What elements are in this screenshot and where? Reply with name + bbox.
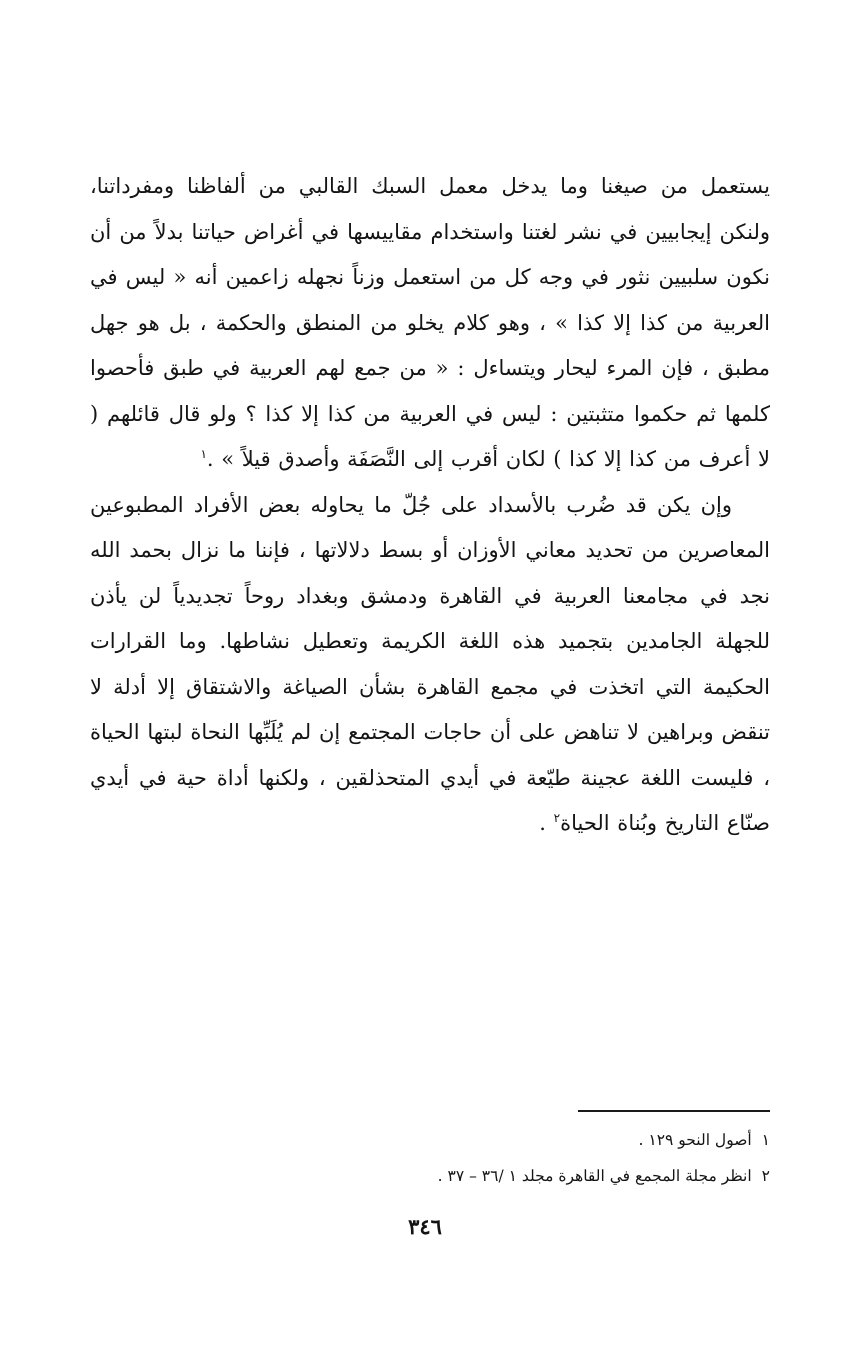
- footnote-2-text: انظر مجلة المجمع في القاهرة مجلد ١ /٣٦ – ٣٧ .: [437, 1167, 752, 1185]
- paragraph-2-text: وإن يكن قد ضُرب بالأسداد على جُلّ ما يحاوله بعض الأفراد المطبوعين المعاصرين من تحديد معاني الأوزان أو بسط دلالاتها ، فإننا ما نزال بحمد الله نجد في مجامعنا العربية في القاهرة ودمشق وبغداد روحاً تجديدياً لن يأذن للجهلة الجامدين بتجميد هذه اللغة الكريمة وتعطيل نشاطها. وما القرارات الحكيمة التي اتخذت في مجمع القاهرة بشأن الصياغة والاشتقاق إلا أدلة لا تنقض وبراهين لا تناهض على أن حاجات المجتمع إن لم يُلَبِّها النحاة لبتها الحياة ، فليست اللغة عجينة طيّعة في أيدي المتحذلقين ، ولكنها أداة حية في أيدي صنّاع التاريخ وبُناة الحياة: [90, 492, 770, 835]
- footnote-2-number: ٢: [761, 1167, 770, 1185]
- paragraph-2-tail: .: [539, 811, 554, 835]
- footnote-1-number: ١: [761, 1131, 770, 1149]
- footnote-ref-2: ٢: [553, 811, 561, 825]
- paragraph-1: [90, 164, 770, 483]
- footnote-2: [300, 1158, 770, 1194]
- footnote-1-text: أصول النحو ١٢٩ .: [638, 1131, 752, 1149]
- paragraph-2: [90, 483, 770, 847]
- page-number: ٣٤٦: [408, 1214, 442, 1239]
- footnote-ref-1: ١: [200, 447, 207, 461]
- footnote-separator: [578, 1110, 770, 1112]
- paragraph-1-text: يستعمل من صيغنا وما يدخل معمل السبك القالبي من ألفاظنا ومفرداتنا، ولنكن إيجابيين في نشر لغتنا واستخدام مقاييسها في أغراض حياتنا بدلاً من أن نكون سلبيين نثور في وجه كل من استعمل وزناً نجهله زاعمين أنه « ليس في العربية من كذا إلا كذا » ، وهو كلام يخلو من المنطق والحكمة ، بل هو جهل مطبق ، فإن المرء ليحار ويتساءل : « من جمع لهم العربية في طبق فأحصوا كلمها ثم حكموا متثبتين : ليس في العربية من كذا إلا كذا ؟ ولو قال قائلهم ( لا أعرف من كذا إلا كذا ) لكان أقرب إلى النَّصَفَة وأصدق قيلاً » .: [90, 174, 770, 471]
- footnote-1: [300, 1122, 770, 1158]
- footnotes: [300, 1122, 770, 1194]
- body-text: [90, 164, 770, 847]
